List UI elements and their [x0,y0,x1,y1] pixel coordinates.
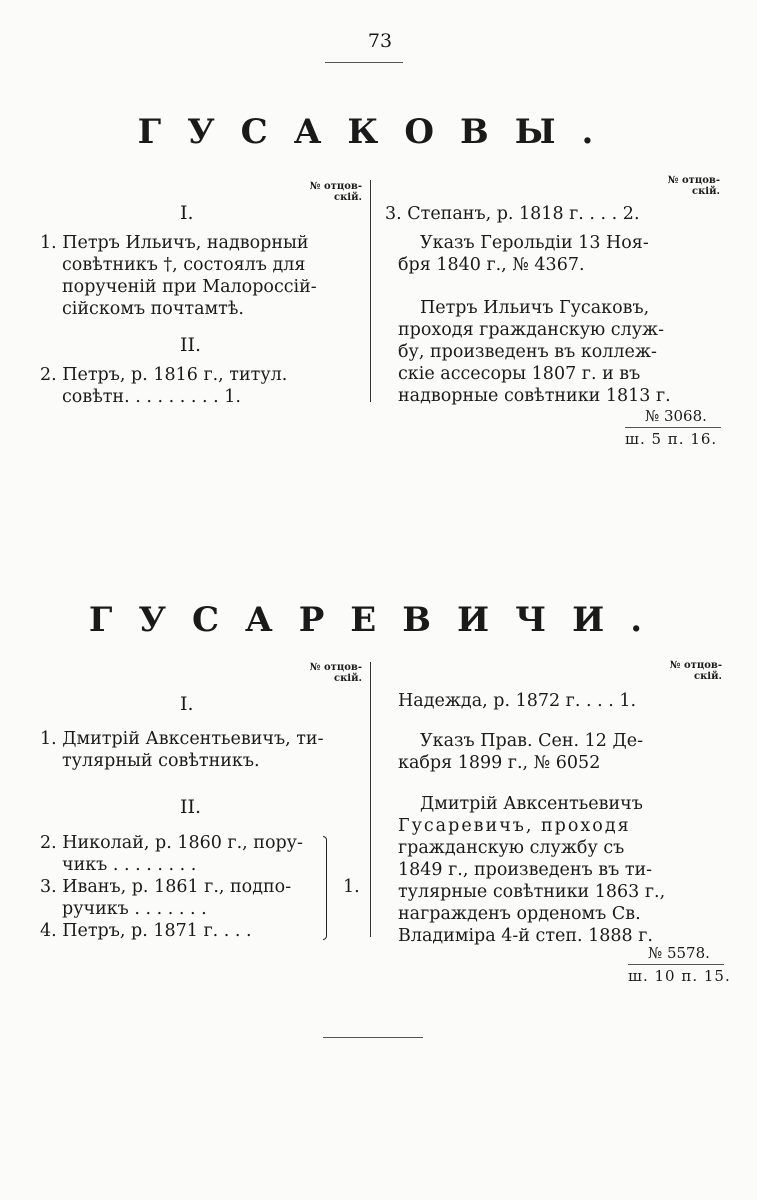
decree-line: кабря 1899 г., № 6052 [398,753,601,773]
archive-number: № 3068. [645,407,707,425]
note-line: Петръ Ильичъ Гусаковъ, [420,298,650,318]
generation-heading: II. [180,796,202,818]
note-line: проходя гражданскую служ- [398,320,665,340]
decree-line: Указъ Герольдіи 13 Ноя- [420,233,649,253]
note-line: награжденъ орденомъ Св. [398,904,641,924]
generation-heading: I. [180,202,194,224]
entry-line: Надежда, р. 1872 г. . . . 1. [398,691,637,711]
note-line: Владиміра 4-й степ. 1888 г. [398,926,653,946]
column-header-father-left: № отцов- скій. [309,181,362,203]
note-line: бу, произведенъ въ коллеж- [398,342,657,362]
decree-line: Указъ Прав. Сен. 12 Де- [420,731,643,751]
header-rule [325,62,403,63]
note-line: гражданскую службу съ [398,838,625,858]
section-title-gusarevichi: ГУСАРЕВИЧИ. [88,600,669,640]
reference-rule [625,427,721,428]
generation-heading: I. [180,693,194,715]
column-header-father-right: № отцов- скій. [667,175,720,197]
entry-line: сійскомъ почтамтѣ. [62,299,244,319]
section-title-gusakovy: ГУСАКОВЫ. [137,112,620,152]
archive-shelf: ш. 5 п. 16. [625,430,718,448]
column-divider [370,662,371,937]
column-header-father-left: № отцов- скій. [309,662,362,684]
entry-line: совѣтн. . . . . . . . . 1. [62,387,241,407]
note-line: надворные совѣтники 1813 г. [398,386,671,406]
generation-heading: II. [180,334,202,356]
reference-rule [628,964,724,965]
section-end-rule [323,1037,423,1038]
note-line: тулярные совѣтники 1863 г., [398,882,666,902]
entry-line: 4. Петръ, р. 1871 г. . . . [40,921,252,941]
column-divider [370,180,371,402]
column-header-father-right: № отцов- скій. [669,660,722,682]
note-line: Дмитрій Авксентьевичъ [420,794,643,814]
entry-line: тулярный совѣтникъ. [62,751,260,771]
entry-line: 2. Петръ, р. 1816 г., титул. [40,365,288,385]
entry-line: 1. Дмитрій Авксентьевичъ, ти- [40,729,324,749]
entry-line: порученій при Малороссій- [62,277,317,297]
decree-line: бря 1840 г., № 4367. [398,255,585,275]
note-line: Гусаревичъ, проходя [398,816,631,836]
entry-line: 1. Петръ Ильичъ, надворный [40,233,309,253]
entry-line: 3. Иванъ, р. 1861 г., подпо- [40,877,292,897]
note-line: 1849 г., произведенъ въ ти- [398,860,653,880]
entry-line: чикъ . . . . . . . . [62,855,197,875]
entry-line: ручикъ . . . . . . . [62,899,207,919]
archive-number: № 5578. [648,944,710,962]
archive-shelf: ш. 10 п. 15. [628,967,731,985]
note-line: скіе ассесоры 1807 г. и въ [398,364,641,384]
page-number: 73 [367,30,393,52]
brace-bracket [323,836,327,940]
entry-line: совѣтникъ †, состоялъ для [62,255,306,275]
father-number: 1. [343,877,360,897]
entry-line: 2. Николай, р. 1860 г., пору- [40,833,303,853]
entry-line: 3. Степанъ, р. 1818 г. . . . 2. [385,204,640,224]
